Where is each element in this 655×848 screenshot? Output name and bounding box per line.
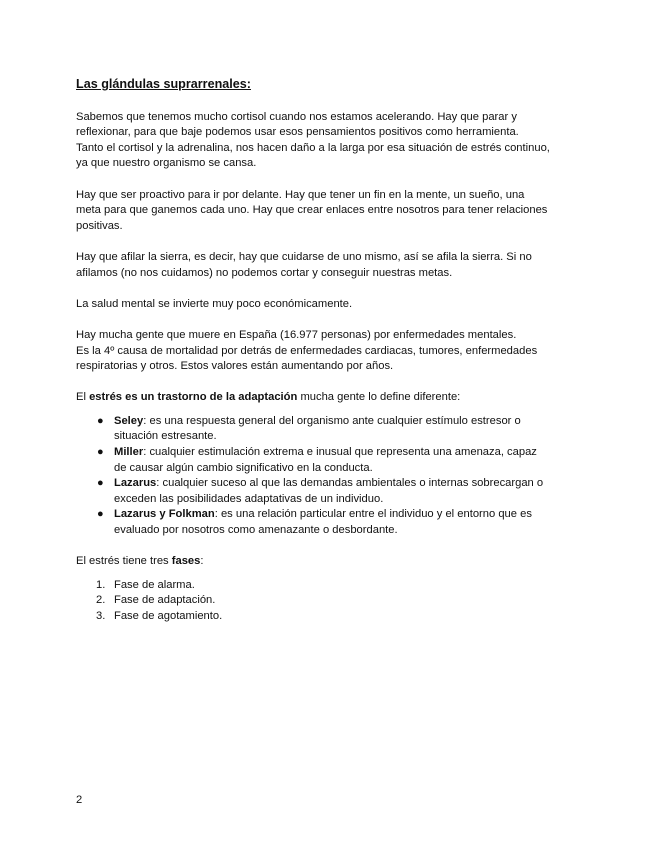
list-item: 1. Fase de alarma.: [96, 578, 195, 591]
bullet-icon: ●: [97, 477, 104, 490]
phases-bold-term: fases: [171, 555, 201, 568]
stress-bold-term: estrés es un trastorno de la adaptación: [89, 391, 298, 404]
document-page: [76, 77, 586, 625]
list-item: 2. Fase de adaptación.: [96, 594, 216, 607]
stress-definition-intro: El estrés es un trastorno de la adaptación mucha gente lo define diferente:: [76, 391, 461, 404]
paragraph-sharpen-saw: [76, 250, 586, 281]
line: meta para que ganemos cada uno. Hay que crear enlaces entre nosotros para tener relaciones: [76, 204, 548, 217]
line: positivas.: [76, 219, 123, 232]
page-number: 2: [76, 794, 83, 806]
line: Tanto el cortisol y la adrenalina, nos hacen daño a la larga por esa situación de estrés continuo,: [76, 141, 550, 154]
line: respiratorias y otros. Estos valores están aumentando por años.: [76, 360, 394, 373]
definitions-list: [76, 414, 586, 539]
list-item: ● Seley: es una respuesta general del organismo ante cualquier estímulo estresor o situación estresante.: [97, 414, 521, 443]
list-item: 3. Fase de agotamiento.: [96, 610, 223, 622]
bullet-icon: ●: [97, 446, 104, 459]
paragraph-proactive: [76, 188, 586, 235]
line: Hay que ser proactivo para ir por delante. Hay que tener un fin en la mente, un sueño, una: [76, 188, 525, 201]
list-item: ● Lazarus y Folkman: es una relación particular entre el individuo y el entorno que es evaluado por nosotros como amenazante o desbordante.: [97, 508, 532, 537]
line: Es la 4º causa de mortalidad por detrás de enfermedades cardiacas, tumores, enfermedades: [76, 344, 538, 357]
section-heading: Las glándulas suprarrenales:: [76, 77, 251, 91]
paragraph-cortisol: [76, 110, 586, 172]
bullet-icon: ●: [97, 508, 104, 521]
phases-list: [76, 578, 586, 625]
paragraph-mental-health: La salud mental se invierte muy poco económicamente.: [76, 297, 353, 310]
line: ya que nuestro organismo se cansa.: [76, 157, 257, 170]
list-item: ● Lazarus: cualquier suceso al que las demandas ambientales o internas sobrecargan o exceden las posibilidades adaptativas de un individuo.: [97, 477, 544, 505]
line: Hay que afilar la sierra, es decir, hay que cuidarse de uno mismo, así se afila la sierra. Si no: [76, 250, 532, 263]
bullet-icon: ●: [97, 414, 104, 427]
phases-intro: El estrés tiene tres fases:: [76, 555, 204, 568]
line: Sabemos que tenemos mucho cortisol cuando nos estamos acelerando. Hay que parar y: [76, 110, 517, 123]
line: reflexionar, para que baje podemos usar esos pensamientos positivos como herramienta.: [76, 126, 519, 139]
list-item: ● Miller: cualquier estimulación extrema e inusual que representa una amenaza, capaz de causar algún cambio significativo en la conducta.: [97, 446, 537, 474]
line: afilamos (no nos cuidamos) no podemos cortar y conseguir nuestras metas.: [76, 266, 453, 279]
paragraph-mortality: [76, 328, 586, 375]
line: Hay mucha gente que muere en España (16.977 personas) por enfermedades mentales.: [76, 328, 517, 341]
